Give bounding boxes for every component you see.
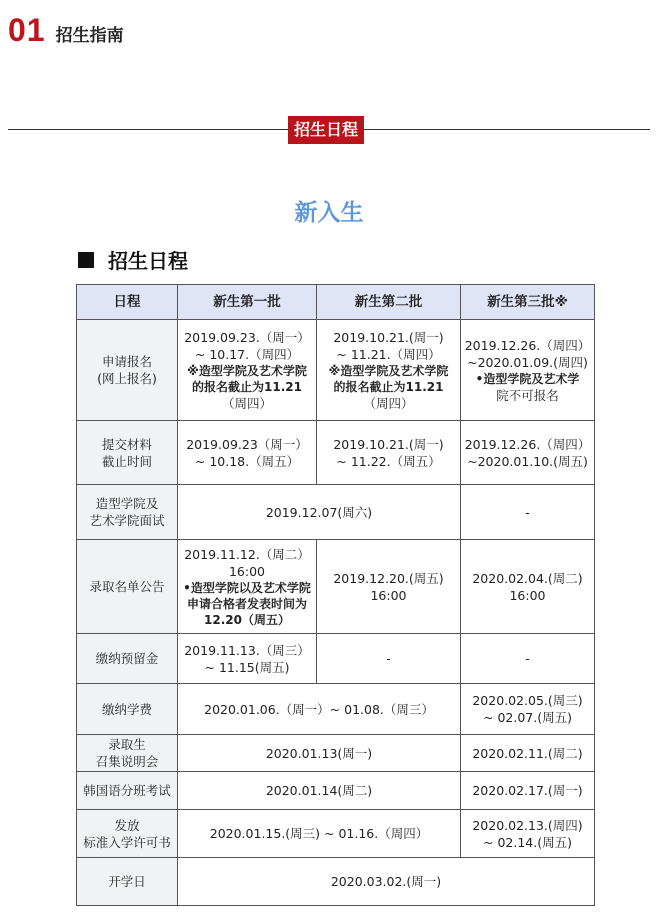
- row-label-permit: [77, 810, 178, 858]
- schedule-tag: 招生日程: [288, 116, 364, 144]
- date-line: 2019.09.23.（周一）: [184, 329, 310, 345]
- cell-docs-batch-3: [461, 421, 595, 485]
- row-label-apply: [77, 320, 178, 421]
- table-row: [77, 684, 595, 735]
- row-label-admit: 录取名单公告: [77, 540, 178, 634]
- note-line: 院不可报名: [496, 387, 559, 403]
- cell-start-all: 2020.03.02.(周一): [178, 858, 595, 906]
- sub-heading: [78, 245, 188, 274]
- table-row: [77, 858, 595, 906]
- table-row: [77, 772, 595, 810]
- cell-docs-batch-2: [317, 421, 461, 485]
- table-row: [77, 421, 595, 485]
- label-line: 艺术学院面试: [89, 513, 165, 528]
- cell-admit-batch-2: [317, 540, 461, 634]
- time-line: 16:00: [370, 587, 407, 603]
- note-line: 的报名截止为11.21: [192, 379, 302, 394]
- note-line: •造型学院及艺术学: [475, 371, 580, 386]
- cell-permit-batch-1-2: 2020.01.15.(周三) ~ 01.16.（周四）: [178, 810, 461, 858]
- note-line: 的报名截止为11.21: [333, 379, 444, 394]
- cell-tuition-batch-3: [461, 684, 595, 735]
- table-header-row: [77, 285, 595, 320]
- date-line: ~ 10.18.（周五）: [194, 453, 300, 469]
- date-line: 2019.11.13.（周三）: [184, 642, 310, 658]
- cell-deposit-batch-2: -: [317, 634, 461, 684]
- date-line: ~2020.01.09.(周四): [467, 354, 588, 370]
- section-number: 01: [8, 12, 46, 48]
- row-label-tuition: 缴纳学费: [77, 684, 178, 735]
- header-batch-2: 新生第二批: [317, 285, 461, 320]
- cell-orientation-batch-1-2: 2020.01.13(周一): [178, 735, 461, 772]
- square-bullet-icon: [78, 252, 94, 268]
- date-line: 2019.12.20.(周五): [333, 570, 444, 586]
- label-line: 提交材料: [101, 436, 152, 452]
- date-line: 2019.10.21.(周一): [333, 329, 444, 345]
- row-label-orientation: [77, 735, 178, 772]
- row-label-deposit: 缴纳预留金: [77, 634, 178, 684]
- time-line: 16:00: [509, 587, 546, 603]
- date-line: ~ 02.07.(周五): [483, 710, 572, 725]
- cell-apply-batch-1: [178, 320, 317, 421]
- cell-admit-batch-1: [178, 540, 317, 634]
- date-line: 2019.12.26.（周四）: [464, 436, 591, 452]
- date-line: ~ 02.14.(周五): [483, 834, 572, 850]
- table-row: [77, 735, 595, 772]
- table-row: [77, 810, 595, 858]
- row-label-docs: [77, 421, 178, 485]
- note-line: 申请合格者发表时间为: [186, 596, 307, 611]
- row-label-interview: [77, 485, 178, 540]
- cell-interview-batch-1-2: 2019.12.07(周六): [178, 485, 461, 540]
- note-line: ※造型学院及艺术学院: [187, 363, 307, 378]
- date-line: 2020.02.05.(周三): [472, 693, 583, 708]
- page-title: 新入生: [294, 200, 364, 226]
- cell-docs-batch-1: [178, 421, 317, 485]
- cell-korean-batch-3: 2020.02.17.(周一): [461, 772, 595, 810]
- cell-interview-batch-3: -: [461, 485, 595, 540]
- cell-korean-batch-1-2: 2020.01.14(周二): [178, 772, 461, 810]
- date-line: 2019.10.21.(周一): [333, 436, 444, 452]
- note-line: （周四）: [363, 395, 414, 411]
- schedule-table: [76, 284, 595, 906]
- cell-tuition-batch-1-2: 2020.01.06.（周一）~ 01.08.（周三）: [178, 684, 461, 735]
- sub-heading-text: 招生日程: [108, 249, 188, 273]
- label-line: 发放: [114, 817, 140, 833]
- date-line: 2020.02.04.(周二): [472, 570, 583, 586]
- time-line: 16:00: [228, 563, 266, 579]
- row-label-start: 开学日: [77, 858, 178, 906]
- cell-apply-batch-3: [461, 320, 595, 421]
- date-line: ~ 11.15(周五): [204, 659, 290, 675]
- label-line: 截止时间: [101, 453, 152, 469]
- date-line: ~2020.01.10.(周五): [467, 453, 588, 469]
- header-schedule: 日程: [77, 285, 178, 320]
- label-line: 申请报名: [101, 354, 152, 369]
- date-line: 2019.11.12.（周二）: [184, 546, 310, 562]
- label-line: 录取生: [108, 737, 146, 752]
- date-line: ~ 11.22.（周五）: [336, 453, 441, 469]
- date-line: 2019.12.26.（周四）: [464, 337, 591, 353]
- header-batch-3: 新生第三批※: [461, 285, 595, 320]
- cell-orientation-batch-3: 2020.02.11.(周二): [461, 735, 595, 772]
- section-header: [8, 12, 124, 49]
- table-row: [77, 320, 595, 421]
- cell-deposit-batch-1: [178, 634, 317, 684]
- date-line: ~ 10.17.（周四）: [194, 346, 300, 362]
- table-row: [77, 485, 595, 540]
- note-line: 12.20（周五）: [204, 612, 290, 627]
- table-row: [77, 634, 595, 684]
- cell-apply-batch-2: [317, 320, 461, 421]
- note-line: （周四）: [221, 395, 272, 411]
- header-batch-1: 新生第一批: [178, 285, 317, 320]
- note-line: ※造型学院及艺术学院: [328, 363, 449, 378]
- section-title: 招生指南: [55, 26, 124, 46]
- label-line: 造型学院及: [95, 496, 159, 511]
- note-line: •造型学院以及艺术学院: [183, 580, 311, 595]
- cell-admit-batch-3: [461, 540, 595, 634]
- table-row: [77, 540, 595, 634]
- row-label-korean: 韩国语分班考试: [77, 772, 178, 810]
- label-line: 召集说明会: [95, 754, 159, 769]
- date-line: ~ 11.21.（周四）: [336, 346, 441, 362]
- cell-deposit-batch-3: -: [461, 634, 595, 684]
- label-line: (网上报名): [97, 371, 157, 386]
- date-line: 2019.09.23（周一）: [186, 436, 308, 452]
- label-line: 标准入学许可书: [83, 834, 171, 850]
- cell-permit-batch-3: [461, 810, 595, 858]
- date-line: 2020.02.13.(周四): [472, 817, 583, 833]
